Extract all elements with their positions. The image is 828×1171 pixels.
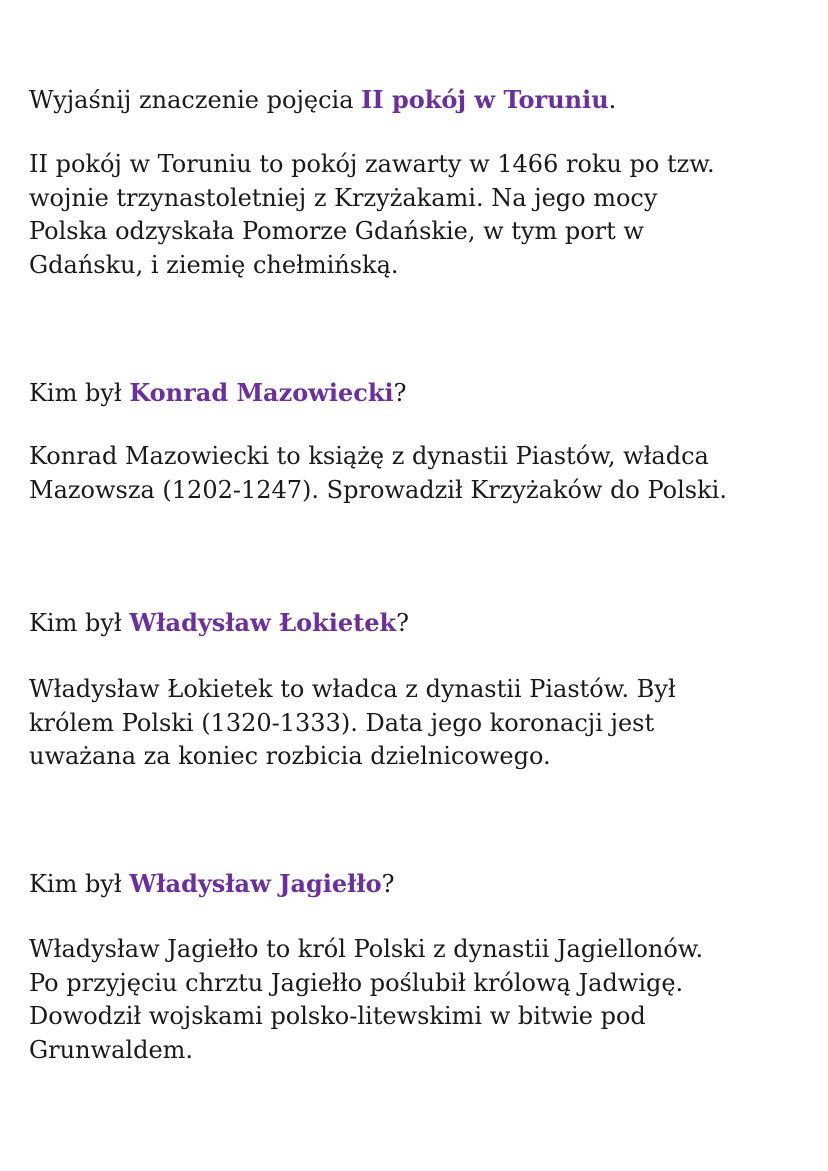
answer-line: Dowodził wojskami polsko-litewskimi w bitwie pod (29, 1002, 646, 1030)
answer-line: Władysław Jagiełło to król Polski z dynastii Jagiellonów. (29, 935, 704, 963)
question-heading (29, 84, 819, 116)
answer-line: wojnie trzynastoletniej z Krzyżakami. Na jego mocy (29, 183, 658, 212)
answer-line: Po przyjęciu chrztu Jagiełło poślubił królową Jadwigę. (29, 968, 684, 997)
question-prefix: Wyjaśnij znaczenie pojęcia (29, 86, 362, 114)
question-heading (29, 607, 819, 639)
qa-section-wladyslaw-lokietek (29, 607, 819, 774)
question-term: II pokój w Toruniu (361, 85, 609, 114)
answer-line: Polska odzyskała Pomorze Gdańskie, w tym port w (29, 217, 644, 245)
answer-line: Konrad Mazowiecki to książę z dynastii Piastów, władca (29, 442, 709, 470)
question-term: Władysław Jagiełło (129, 869, 382, 898)
question-suffix: ? (393, 379, 407, 407)
answer-line: uważana za koniec rozbicia dzielnicowego. (29, 742, 551, 770)
question-suffix: ? (381, 870, 395, 898)
answer-line: Grunwaldem. (29, 1035, 194, 1064)
answer-text (29, 440, 819, 507)
question-suffix: . (608, 86, 617, 114)
answer-line: II pokój w Toruniu to pokój zawarty w 1466 roku po tzw. (29, 150, 715, 178)
answer-text (29, 148, 819, 282)
answer-line: królem Polski (1320-1333). Data jego koronacji jest (29, 708, 655, 737)
answer-text (29, 673, 819, 774)
qa-section-wladyslaw-jagiello (29, 868, 819, 1067)
qa-section-konrad-mazowiecki (29, 377, 819, 507)
question-prefix: Kim był (29, 609, 130, 637)
question-prefix: Kim był (29, 870, 130, 898)
qa-section-peace-of-torun (29, 84, 819, 282)
answer-line: Gdańsku, i ziemię chełmińską. (29, 250, 399, 279)
answer-text (29, 933, 819, 1067)
answer-line: Mazowsza (1202-1247). Sprowadził Krzyżaków do Polski. (29, 475, 727, 504)
question-heading (29, 868, 819, 900)
question-term: Konrad Mazowiecki (129, 378, 394, 407)
question-term: Władysław Łokietek (129, 608, 397, 637)
question-prefix: Kim był (29, 379, 130, 407)
question-heading (29, 377, 819, 409)
answer-line: Władysław Łokietek to władca z dynastii Piastów. Był (29, 675, 676, 703)
question-suffix: ? (396, 609, 410, 637)
